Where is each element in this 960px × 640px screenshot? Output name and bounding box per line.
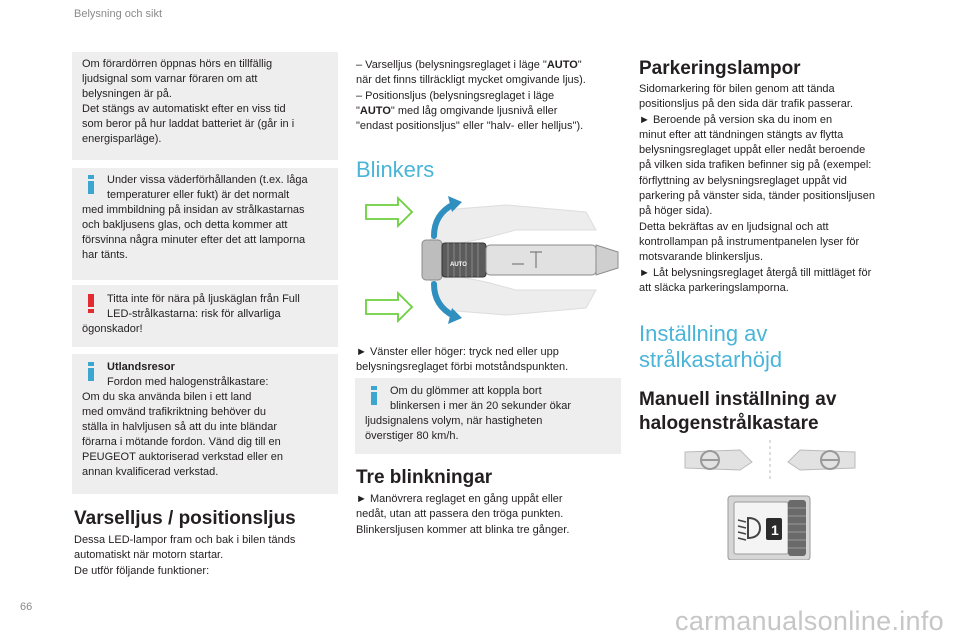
daytime-lights-body xyxy=(74,533,344,579)
text-line: De utför följande funktioner: xyxy=(74,564,210,577)
text-line: "endast positionsljus" eller "halv- eller helljus"). xyxy=(356,120,584,133)
text-line: blinkersen i mer än 20 sekunder ökar xyxy=(390,400,571,412)
text-span: " med låg omgivande ljusnivå eller xyxy=(390,104,558,117)
text-line: belysningen är på. xyxy=(82,88,172,100)
section-heading-manual-halogen xyxy=(639,388,836,436)
text-line: och bakljusens glas, och detta kommer att xyxy=(82,219,288,231)
text-line: Om du glömmer att koppla bort xyxy=(390,385,542,397)
heading-line: strålkastarhöjd xyxy=(639,347,783,372)
section-heading-three-flashes: Tre blinkningar xyxy=(356,467,493,488)
text-line: kontrollampan på instrumentpanelen lyser för xyxy=(639,235,860,248)
page-number: 66 xyxy=(20,601,33,613)
text-line: överstiger 80 km/h. xyxy=(365,430,459,442)
section-heading-parking-lamps: Parkeringslampor xyxy=(639,58,801,79)
blinker-instructions xyxy=(356,345,626,376)
warning-icon xyxy=(88,294,94,313)
text-line: ► Manövrera reglaget en gång uppåt eller xyxy=(356,493,563,505)
three-flashes-body xyxy=(356,492,626,538)
text-line: försvinna några minuter efter det att lamporna xyxy=(82,234,306,246)
text-line: ► Beroende på version ska du inom en xyxy=(639,113,833,126)
info-icon xyxy=(88,362,94,381)
text-line: ► Låt belysningsreglaget återgå till mittläget för xyxy=(639,266,872,279)
heading-line: halogenstrålkastare xyxy=(639,413,819,434)
text-span: " xyxy=(356,104,360,117)
text-line: som beror på hur laddat batteriet är (går in i xyxy=(82,118,295,130)
text-line: Blinkersljusen kommer att blinka tre gånger. xyxy=(356,523,570,536)
parking-lamps-body xyxy=(639,82,919,296)
text-line: Dessa LED-lampor fram och bak i bilen tänds xyxy=(74,534,296,546)
text-line: automatiskt när motorn startar. xyxy=(74,549,224,562)
text-line: – Positionsljus (belysningsreglaget i läge xyxy=(356,89,555,102)
headlamp-height-dial xyxy=(728,496,810,560)
text-line: på höger sida). xyxy=(639,205,713,218)
text-line: annan kvalificerad verkstad. xyxy=(82,466,219,478)
auto-mode-label: AUTO xyxy=(546,59,578,71)
text-line: ljudsignal som varnar föraren om att xyxy=(82,73,258,85)
info-icon xyxy=(88,175,94,194)
text-line: med omvänd trafikriktning behöver du xyxy=(82,406,267,418)
light-stalk xyxy=(422,240,618,280)
text-line xyxy=(356,104,626,119)
text-line: ljudsignalens volym, när hastigheten xyxy=(365,415,543,427)
running-header: Belysning och sikt xyxy=(74,8,163,20)
info-box-travel-abroad xyxy=(72,354,338,494)
text-line: att släcka parkeringslamporna. xyxy=(639,281,789,294)
headlamp-adjustment-illustration xyxy=(680,440,860,560)
heading-line: Manuell inställning av xyxy=(639,389,837,410)
text-line: förarna i mötande fordon. Vänd dig till en xyxy=(82,436,281,448)
dashboard-left xyxy=(685,450,752,470)
text-line: PEUGEOT auktoriserad verkstad eller en xyxy=(82,451,283,463)
text-line: minut efter att tändningen stängts av flytta xyxy=(639,128,844,141)
warning-box-led xyxy=(72,285,338,347)
text-line: ögonskador! xyxy=(82,323,143,335)
blinker-stalk-illustration xyxy=(356,190,626,330)
text-line: Titta inte för nära på ljuskäglan från Full xyxy=(107,293,300,305)
text-line: ställa in halvljusen så att du inte bländar xyxy=(82,421,278,433)
section-heading-blinkers: Blinkers xyxy=(356,157,435,182)
text-line xyxy=(356,58,626,73)
info-box-blinker-reminder xyxy=(355,378,621,454)
text-line: positionsljus på den sida där trafik passerar. xyxy=(639,98,854,111)
text-line: Sidomarkering för bilen genom att tända xyxy=(639,83,835,95)
text-span: – Varselljus (belysningsreglaget i läge " xyxy=(356,59,547,71)
text-line: motsvarande blinkersljus. xyxy=(639,251,764,264)
text-line: Det stängs av automatiskt efter en viss tid xyxy=(82,103,286,115)
note-box-door-signal xyxy=(72,52,338,160)
text-line: belysningsreglaget förbi motståndspunkten. xyxy=(356,361,569,374)
auto-label: AUTO xyxy=(450,262,467,268)
text-line: när det finns tillräckligt mycket omgivande ljus). xyxy=(356,74,586,87)
text-line: parkering på vänster sida, tänder positionsljusen xyxy=(639,190,876,203)
text-line: Fordon med halogenstrålkastare: xyxy=(107,376,269,388)
watermark: carmanualsonline.info xyxy=(675,606,944,636)
auto-mode-label: AUTO xyxy=(359,104,391,117)
text-line: Under vissa väderförhållanden (t.ex. låga xyxy=(107,174,308,186)
text-line: förflyttning av belysningsreglaget uppåt vid xyxy=(639,174,847,187)
text-line: ► Vänster eller höger: tryck ned eller upp xyxy=(356,346,559,358)
light-functions-body xyxy=(356,58,626,134)
right-arrow-icon xyxy=(366,293,412,321)
dial-position-label: 1 xyxy=(771,522,779,538)
heading-line: Inställning av xyxy=(639,321,768,346)
text-line: nedåt, utan att passera den tröga punkten. xyxy=(356,508,564,521)
text-line: LED-strålkastarna: risk för allvarliga xyxy=(107,308,281,320)
dashboard-right xyxy=(788,450,855,470)
text-span: " xyxy=(577,59,582,71)
section-heading-daytime-lights: Varselljus / positionsljus xyxy=(74,508,296,529)
text-line: på vilken sida trafiken befinner sig på (exempel: xyxy=(639,159,872,172)
text-line: temperaturer eller fukt) är det normalt xyxy=(107,189,290,201)
right-arrow-icon xyxy=(366,198,412,226)
text-line: Detta bekräftas av en ljudsignal och att xyxy=(639,220,829,233)
box-title: Utlandsresor xyxy=(107,361,175,373)
text-line: energisparläge). xyxy=(82,133,162,145)
text-line: Om förardörren öppnas hörs en tillfällig xyxy=(82,58,273,70)
text-line: Om du ska använda bilen i ett land xyxy=(82,391,252,403)
info-icon xyxy=(371,386,377,405)
text-line: med immbildning på insidan av strålkastarnas xyxy=(82,204,305,216)
text-line: belysningsreglaget uppåt eller nedåt beroende xyxy=(639,144,866,157)
info-box-condensation xyxy=(72,168,338,280)
text-line: har tänts. xyxy=(82,249,128,261)
section-heading-headlamp-adjustment xyxy=(639,321,782,373)
